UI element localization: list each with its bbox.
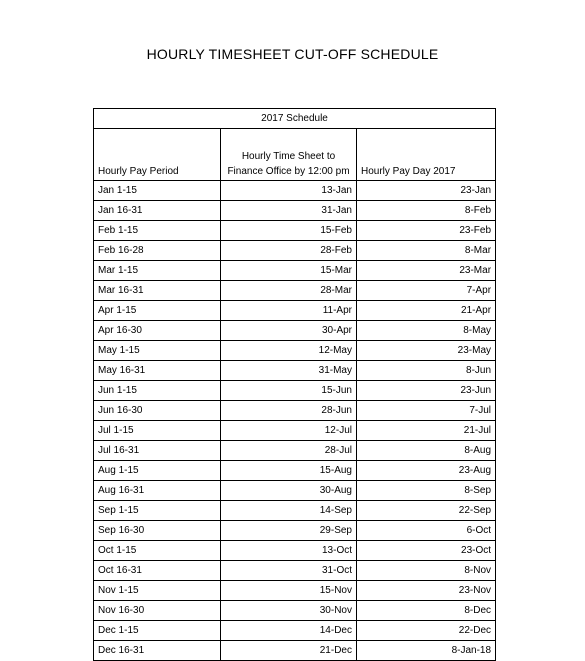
cell-time-sheet-deadline: 13-Jan — [221, 181, 357, 201]
cell-pay-period: Jan 1-15 — [94, 181, 221, 201]
cell-time-sheet-deadline: 30-Apr — [221, 321, 357, 341]
cell-pay-period: Aug 1-15 — [94, 461, 221, 481]
table-row — [94, 261, 496, 281]
cell-pay-period: Jul 16-31 — [94, 441, 221, 461]
cell-pay-day: 21-Jul — [357, 421, 496, 441]
cell-pay-day: 23-Feb — [357, 221, 496, 241]
cell-time-sheet-deadline: 31-May — [221, 361, 357, 381]
cell-pay-period: Nov 16-30 — [94, 601, 221, 621]
cell-pay-day: 23-Aug — [357, 461, 496, 481]
cell-pay-day: 8-Sep — [357, 481, 496, 501]
cell-pay-period: Sep 1-15 — [94, 501, 221, 521]
table-row — [94, 501, 496, 521]
cell-time-sheet-deadline: 13-Oct — [221, 541, 357, 561]
table-row — [94, 221, 496, 241]
table-row — [94, 301, 496, 321]
cell-pay-day: 23-Nov — [357, 581, 496, 601]
cell-pay-day: 23-May — [357, 341, 496, 361]
header-pay-period: Hourly Pay Period — [94, 129, 221, 181]
cell-pay-day: 23-Jun — [357, 381, 496, 401]
table-row — [94, 401, 496, 421]
table-row — [94, 241, 496, 261]
cell-time-sheet-deadline: 15-Mar — [221, 261, 357, 281]
table-row — [94, 281, 496, 301]
cell-pay-day: 7-Jul — [357, 401, 496, 421]
cell-time-sheet-deadline: 31-Oct — [221, 561, 357, 581]
table-row — [94, 421, 496, 441]
cell-pay-day: 8-Mar — [357, 241, 496, 261]
cell-time-sheet-deadline: 28-Jun — [221, 401, 357, 421]
cell-time-sheet-deadline: 15-Nov — [221, 581, 357, 601]
cell-pay-day: 23-Oct — [357, 541, 496, 561]
cell-time-sheet-deadline: 29-Sep — [221, 521, 357, 541]
cell-time-sheet-deadline: 31-Jan — [221, 201, 357, 221]
cell-pay-period: Feb 16-28 — [94, 241, 221, 261]
cell-time-sheet-deadline: 30-Nov — [221, 601, 357, 621]
cell-time-sheet-deadline: 15-Jun — [221, 381, 357, 401]
cell-pay-day: 22-Sep — [357, 501, 496, 521]
cell-pay-day: 8-May — [357, 321, 496, 341]
cell-pay-day: 23-Jan — [357, 181, 496, 201]
table-caption: 2017 Schedule — [94, 109, 496, 129]
table-row — [94, 601, 496, 621]
table-row — [94, 641, 496, 661]
cell-pay-day: 7-Apr — [357, 281, 496, 301]
table-row — [94, 381, 496, 401]
table-row — [94, 461, 496, 481]
cell-pay-day: 8-Jan-18 — [357, 641, 496, 661]
cell-time-sheet-deadline: 28-Mar — [221, 281, 357, 301]
cell-pay-day: 23-Mar — [357, 261, 496, 281]
cell-time-sheet-deadline: 15-Aug — [221, 461, 357, 481]
table-row — [94, 341, 496, 361]
cell-pay-period: Sep 16-30 — [94, 521, 221, 541]
table-row — [94, 201, 496, 221]
cell-time-sheet-deadline: 14-Sep — [221, 501, 357, 521]
cell-pay-period: May 1-15 — [94, 341, 221, 361]
cell-pay-period: Feb 1-15 — [94, 221, 221, 241]
table-row — [94, 441, 496, 461]
header-pay-day: Hourly Pay Day 2017 — [357, 129, 496, 181]
cell-pay-period: Oct 16-31 — [94, 561, 221, 581]
cell-pay-period: Dec 16-31 — [94, 641, 221, 661]
cell-pay-period: Mar 16-31 — [94, 281, 221, 301]
cell-pay-day: 8-Nov — [357, 561, 496, 581]
cell-pay-day: 21-Apr — [357, 301, 496, 321]
cell-pay-day: 8-Jun — [357, 361, 496, 381]
cell-time-sheet-deadline: 12-May — [221, 341, 357, 361]
table-row — [94, 621, 496, 641]
cell-time-sheet-deadline: 28-Jul — [221, 441, 357, 461]
cell-pay-period: Mar 1-15 — [94, 261, 221, 281]
schedule-table-body — [94, 109, 496, 661]
cell-pay-period: Apr 16-30 — [94, 321, 221, 341]
header-row — [94, 129, 496, 181]
cell-time-sheet-deadline: 15-Feb — [221, 221, 357, 241]
cell-pay-day: 22-Dec — [357, 621, 496, 641]
cell-time-sheet-deadline: 28-Feb — [221, 241, 357, 261]
cell-pay-period: Oct 1-15 — [94, 541, 221, 561]
cell-pay-period: Jan 16-31 — [94, 201, 221, 221]
cell-pay-day: 8-Aug — [357, 441, 496, 461]
cell-time-sheet-deadline: 21-Dec — [221, 641, 357, 661]
cell-pay-period: Jul 1-15 — [94, 421, 221, 441]
cell-pay-day: 8-Feb — [357, 201, 496, 221]
table-row — [94, 521, 496, 541]
cell-pay-period: Jun 16-30 — [94, 401, 221, 421]
caption-row — [94, 109, 496, 129]
schedule-table — [93, 108, 496, 661]
cell-pay-period: Aug 16-31 — [94, 481, 221, 501]
cell-time-sheet-deadline: 11-Apr — [221, 301, 357, 321]
cell-time-sheet-deadline: 30-Aug — [221, 481, 357, 501]
cell-pay-period: Apr 1-15 — [94, 301, 221, 321]
header-time-sheet-deadline: Hourly Time Sheet to Finance Office by 12:00 pm — [221, 129, 357, 181]
table-row — [94, 481, 496, 501]
cell-pay-period: Nov 1-15 — [94, 581, 221, 601]
table-row — [94, 581, 496, 601]
page-title: HOURLY TIMESHEET CUT-OFF SCHEDULE — [146, 46, 439, 62]
cell-pay-period: May 16-31 — [94, 361, 221, 381]
table-row — [94, 181, 496, 201]
table-row — [94, 541, 496, 561]
table-row — [94, 561, 496, 581]
table-row — [94, 361, 496, 381]
cell-time-sheet-deadline: 12-Jul — [221, 421, 357, 441]
cell-pay-period: Dec 1-15 — [94, 621, 221, 641]
cell-time-sheet-deadline: 14-Dec — [221, 621, 357, 641]
cell-pay-day: 6-Oct — [357, 521, 496, 541]
cell-pay-day: 8-Dec — [357, 601, 496, 621]
cell-pay-period: Jun 1-15 — [94, 381, 221, 401]
table-row — [94, 321, 496, 341]
